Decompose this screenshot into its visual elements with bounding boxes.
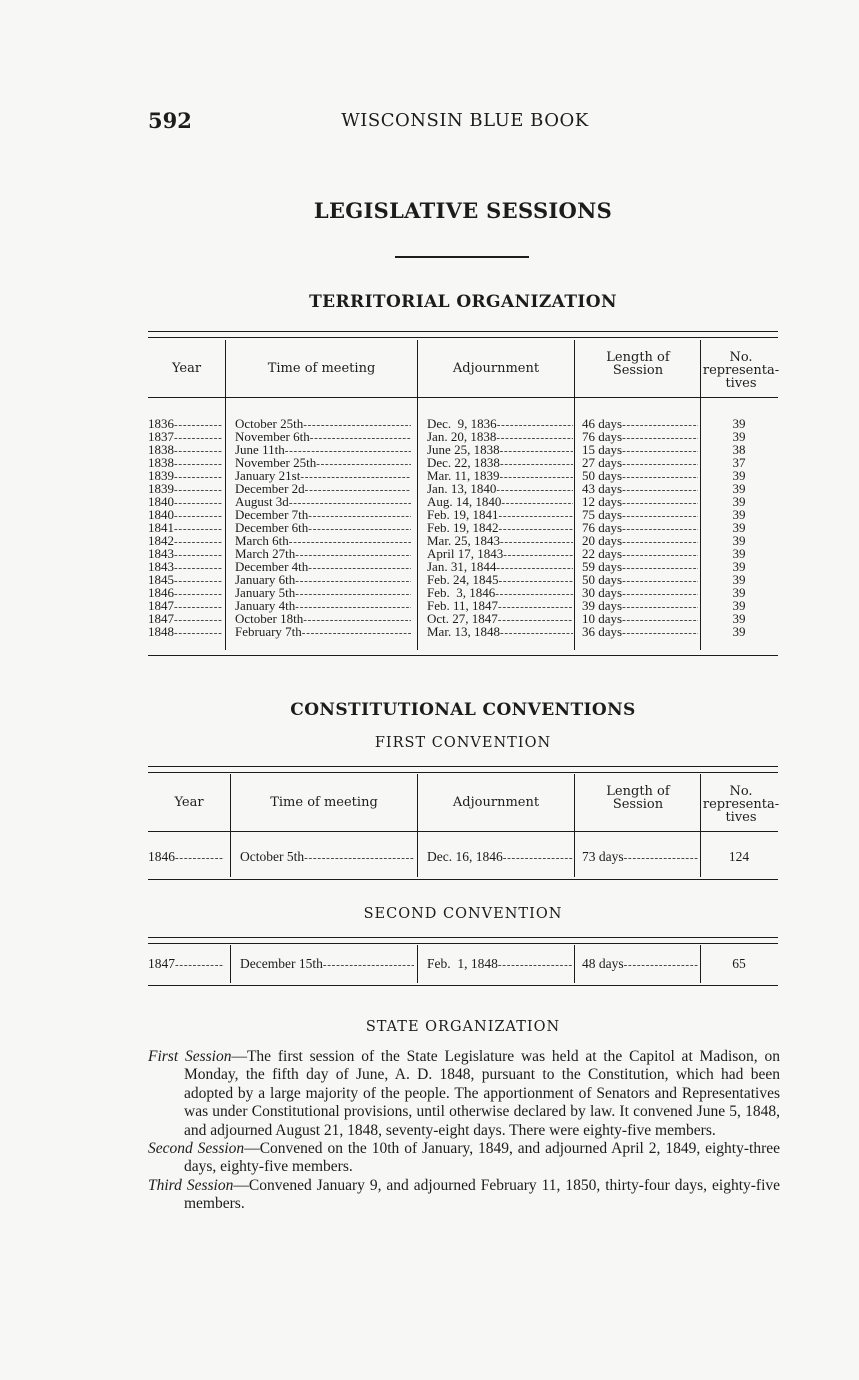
- length-cell: 73 days: [582, 849, 624, 864]
- year-cell: 1848: [148, 625, 174, 639]
- table-row: [148, 508, 778, 521]
- meeting-cell: June 11th: [235, 443, 285, 457]
- year-cell: 1839: [148, 469, 174, 483]
- year-cell: 1842: [148, 534, 174, 548]
- length-cell: 27 days: [582, 456, 623, 470]
- reps-cell: 39: [732, 586, 746, 599]
- reps-cell: 39: [732, 625, 746, 638]
- adjournment-cell: Mar. 11, 1839: [427, 469, 500, 483]
- meeting-cell: December 2d: [235, 482, 305, 496]
- adjournment-cell: April 17, 1843: [427, 547, 504, 561]
- meeting-cell: February 7th: [235, 625, 302, 639]
- adjournment-cell: June 25, 1838: [427, 443, 500, 457]
- length-cell: 50 days: [582, 573, 623, 587]
- table-row: [148, 560, 778, 573]
- meeting-cell: January 21st: [235, 469, 301, 483]
- year-cell: 1838: [148, 443, 174, 457]
- table-row: [148, 456, 778, 469]
- table-top-rule: [148, 331, 778, 338]
- year-cell: 1836: [148, 417, 174, 431]
- length-cell: 30 days: [582, 586, 623, 600]
- adjournment-cell: Jan. 13, 1840: [427, 482, 497, 496]
- year-cell: 1839: [148, 482, 174, 496]
- page-title: LEGISLATIVE SESSIONS: [313, 198, 613, 223]
- table-row: [148, 612, 778, 625]
- table-row: [148, 956, 778, 972]
- table-row: [148, 430, 778, 443]
- length-cell: 10 days: [582, 612, 623, 626]
- meeting-cell: December 6th: [235, 521, 309, 535]
- adjournment-cell: Feb. 11, 1847: [427, 599, 499, 613]
- length-cell: 43 days: [582, 482, 623, 496]
- reps-cell: 39: [732, 417, 746, 430]
- first-session-paragraph: [148, 1048, 780, 1140]
- session-text: —Convened January 9, and adjourned February 11, 1850, thirty-four days, eighty-five members.: [184, 1176, 781, 1213]
- column-header-length-of-session: Length of Session: [606, 350, 670, 378]
- table-bottom-rule: [148, 655, 778, 656]
- meeting-cell: January 4th: [235, 599, 296, 613]
- year-cell: 1843: [148, 547, 174, 561]
- column-header-adjournment: Adjournment: [452, 361, 540, 376]
- column-header-year: Year: [174, 795, 204, 810]
- reps-cell: 39: [732, 495, 746, 508]
- column-header-no-representatives: No. representa- tives: [702, 784, 780, 825]
- reps-cell: 39: [732, 521, 746, 534]
- session-text: —Convened on the 10th of January, 1849, and adjourned April 2, 1849, eighty-three days, eighty-five members.: [184, 1140, 780, 1176]
- table-row: [148, 586, 778, 599]
- state-text: [148, 1048, 780, 1214]
- adjournment-cell: Jan. 20, 1838: [427, 430, 497, 444]
- length-cell: 39 days: [582, 599, 623, 613]
- year-cell: 1847: [148, 612, 174, 626]
- meeting-cell: August 3d: [235, 495, 289, 509]
- adjournment-cell: Feb. 24, 1845: [427, 573, 499, 587]
- reps-cell: 39: [732, 547, 746, 560]
- table-row: [148, 443, 778, 456]
- table-row: [148, 469, 778, 482]
- table-row: [148, 534, 778, 547]
- table-row: [148, 547, 778, 560]
- meeting-cell: October 18th: [235, 612, 304, 626]
- adjournment-cell: Jan. 31, 1844: [427, 560, 497, 574]
- adjournment-cell: Mar. 13, 1848: [427, 625, 500, 639]
- length-cell: 12 days: [582, 495, 623, 509]
- adjournment-cell: Feb. 1, 1848: [427, 956, 498, 971]
- length-cell: 76 days: [582, 521, 623, 535]
- year-cell: 1847: [148, 599, 174, 613]
- length-cell: 46 days: [582, 417, 623, 431]
- reps-cell: 39: [732, 508, 746, 521]
- territorial-heading: TERRITORIAL ORGANIZATION: [309, 292, 617, 312]
- table-row: [148, 417, 778, 430]
- length-cell: 15 days: [582, 443, 623, 457]
- meeting-cell: March 27th: [235, 547, 296, 561]
- column-header-adjournment: Adjournment: [452, 795, 540, 810]
- table-row: [148, 573, 778, 586]
- third-session-paragraph: [148, 1177, 780, 1214]
- table-row: [148, 482, 778, 495]
- meeting-cell: December 4th: [235, 560, 309, 574]
- column-header-no-representatives: No. representa- tives: [702, 350, 780, 391]
- table-row: [148, 849, 778, 865]
- adjournment-cell: Dec. 22, 1838: [427, 456, 500, 470]
- state-heading: STATE ORGANIZATION: [365, 1019, 561, 1035]
- reps-cell: 39: [732, 482, 746, 495]
- session-label: Third Session: [148, 1176, 234, 1194]
- table-row: [148, 625, 778, 638]
- length-cell: 20 days: [582, 534, 623, 548]
- table-row: [148, 599, 778, 612]
- length-cell: 36 days: [582, 625, 623, 639]
- length-cell: 76 days: [582, 430, 623, 444]
- reps-cell: 39: [732, 430, 746, 443]
- territorial-rows: [148, 417, 778, 638]
- year-cell: 1845: [148, 573, 174, 587]
- year-cell: 1846: [148, 586, 174, 600]
- year-cell: 1840: [148, 495, 174, 509]
- reps-cell: 65: [732, 956, 746, 971]
- year-cell: 1838: [148, 456, 174, 470]
- year-cell: 1840: [148, 508, 174, 522]
- adjournment-cell: Feb. 19, 1842: [427, 521, 499, 535]
- reps-cell: 39: [732, 560, 746, 573]
- year-cell: 1843: [148, 560, 174, 574]
- first-convention-heading: FIRST CONVENTION: [374, 735, 552, 751]
- page-number: 592: [148, 108, 192, 133]
- column-header-year: Year: [171, 361, 202, 376]
- meeting-cell: January 6th: [235, 573, 296, 587]
- meeting-cell: December 7th: [235, 508, 309, 522]
- meeting-cell: November 25th: [235, 456, 317, 470]
- year-cell: 1846: [148, 849, 175, 864]
- adjournment-cell: Dec. 16, 1846: [427, 849, 503, 864]
- second-session-paragraph: [148, 1140, 780, 1177]
- reps-cell: 124: [728, 849, 750, 864]
- meeting-cell: December 15th: [240, 956, 323, 971]
- column-header-time-of-meeting: Time of meeting: [267, 361, 376, 376]
- title-divider: [395, 256, 529, 258]
- adjournment-cell: Oct. 27, 1847: [427, 612, 498, 626]
- length-cell: 50 days: [582, 469, 623, 483]
- reps-cell: 38: [732, 443, 746, 456]
- reps-cell: 39: [732, 469, 746, 482]
- running-title: WISCONSIN BLUE BOOK: [341, 110, 589, 131]
- table-row: [148, 521, 778, 534]
- length-cell: 75 days: [582, 508, 623, 522]
- meeting-cell: March 6th: [235, 534, 289, 548]
- adjournment-cell: Dec. 9, 1836: [427, 417, 497, 431]
- meeting-cell: November 6th: [235, 430, 310, 444]
- reps-cell: 39: [732, 599, 746, 612]
- meeting-cell: October 5th: [240, 849, 305, 864]
- adjournment-cell: Mar. 25, 1843: [427, 534, 500, 548]
- header-bottom-rule: [148, 397, 778, 398]
- session-label: Second Session: [148, 1140, 245, 1158]
- session-text: —The first session of the State Legislature was held at the Capitol at Madison, on Monday, the fifth day of June, A. D. 1848, pursuant to the Constitution, which had been adopted by a large majority of the people. The apportionment of Senators and Representatives was under Constitutional provisions, until otherwise declared by law. It convened June 5, 1848, and adjourned August 21, 1848, seventy-eight days. There were eighty-five members.: [184, 1048, 780, 1139]
- length-cell: 59 days: [582, 560, 623, 574]
- adjournment-cell: Aug. 14, 1840: [427, 495, 502, 509]
- adjournment-cell: Feb. 19, 1841: [427, 508, 499, 522]
- second-convention-heading: SECOND CONVENTION: [363, 906, 563, 922]
- column-header-time-of-meeting: Time of meeting: [270, 795, 378, 810]
- year-cell: 1841: [148, 521, 174, 535]
- year-cell: 1847: [148, 956, 175, 971]
- meeting-cell: October 25th: [235, 417, 304, 431]
- reps-cell: 37: [732, 456, 746, 469]
- table-row: [148, 495, 778, 508]
- year-cell: 1837: [148, 430, 174, 444]
- session-label: First Session: [148, 1048, 232, 1065]
- reps-cell: 39: [732, 612, 746, 625]
- reps-cell: 39: [732, 573, 746, 586]
- length-cell: 22 days: [582, 547, 623, 561]
- adjournment-cell: Feb. 3, 1846: [427, 586, 496, 600]
- conventions-heading: CONSTITUTIONAL CONVENTIONS: [290, 700, 636, 720]
- length-cell: 48 days: [582, 956, 624, 971]
- meeting-cell: January 5th: [235, 586, 296, 600]
- column-header-length-of-session: Length of Session: [606, 784, 670, 812]
- reps-cell: 39: [732, 534, 746, 547]
